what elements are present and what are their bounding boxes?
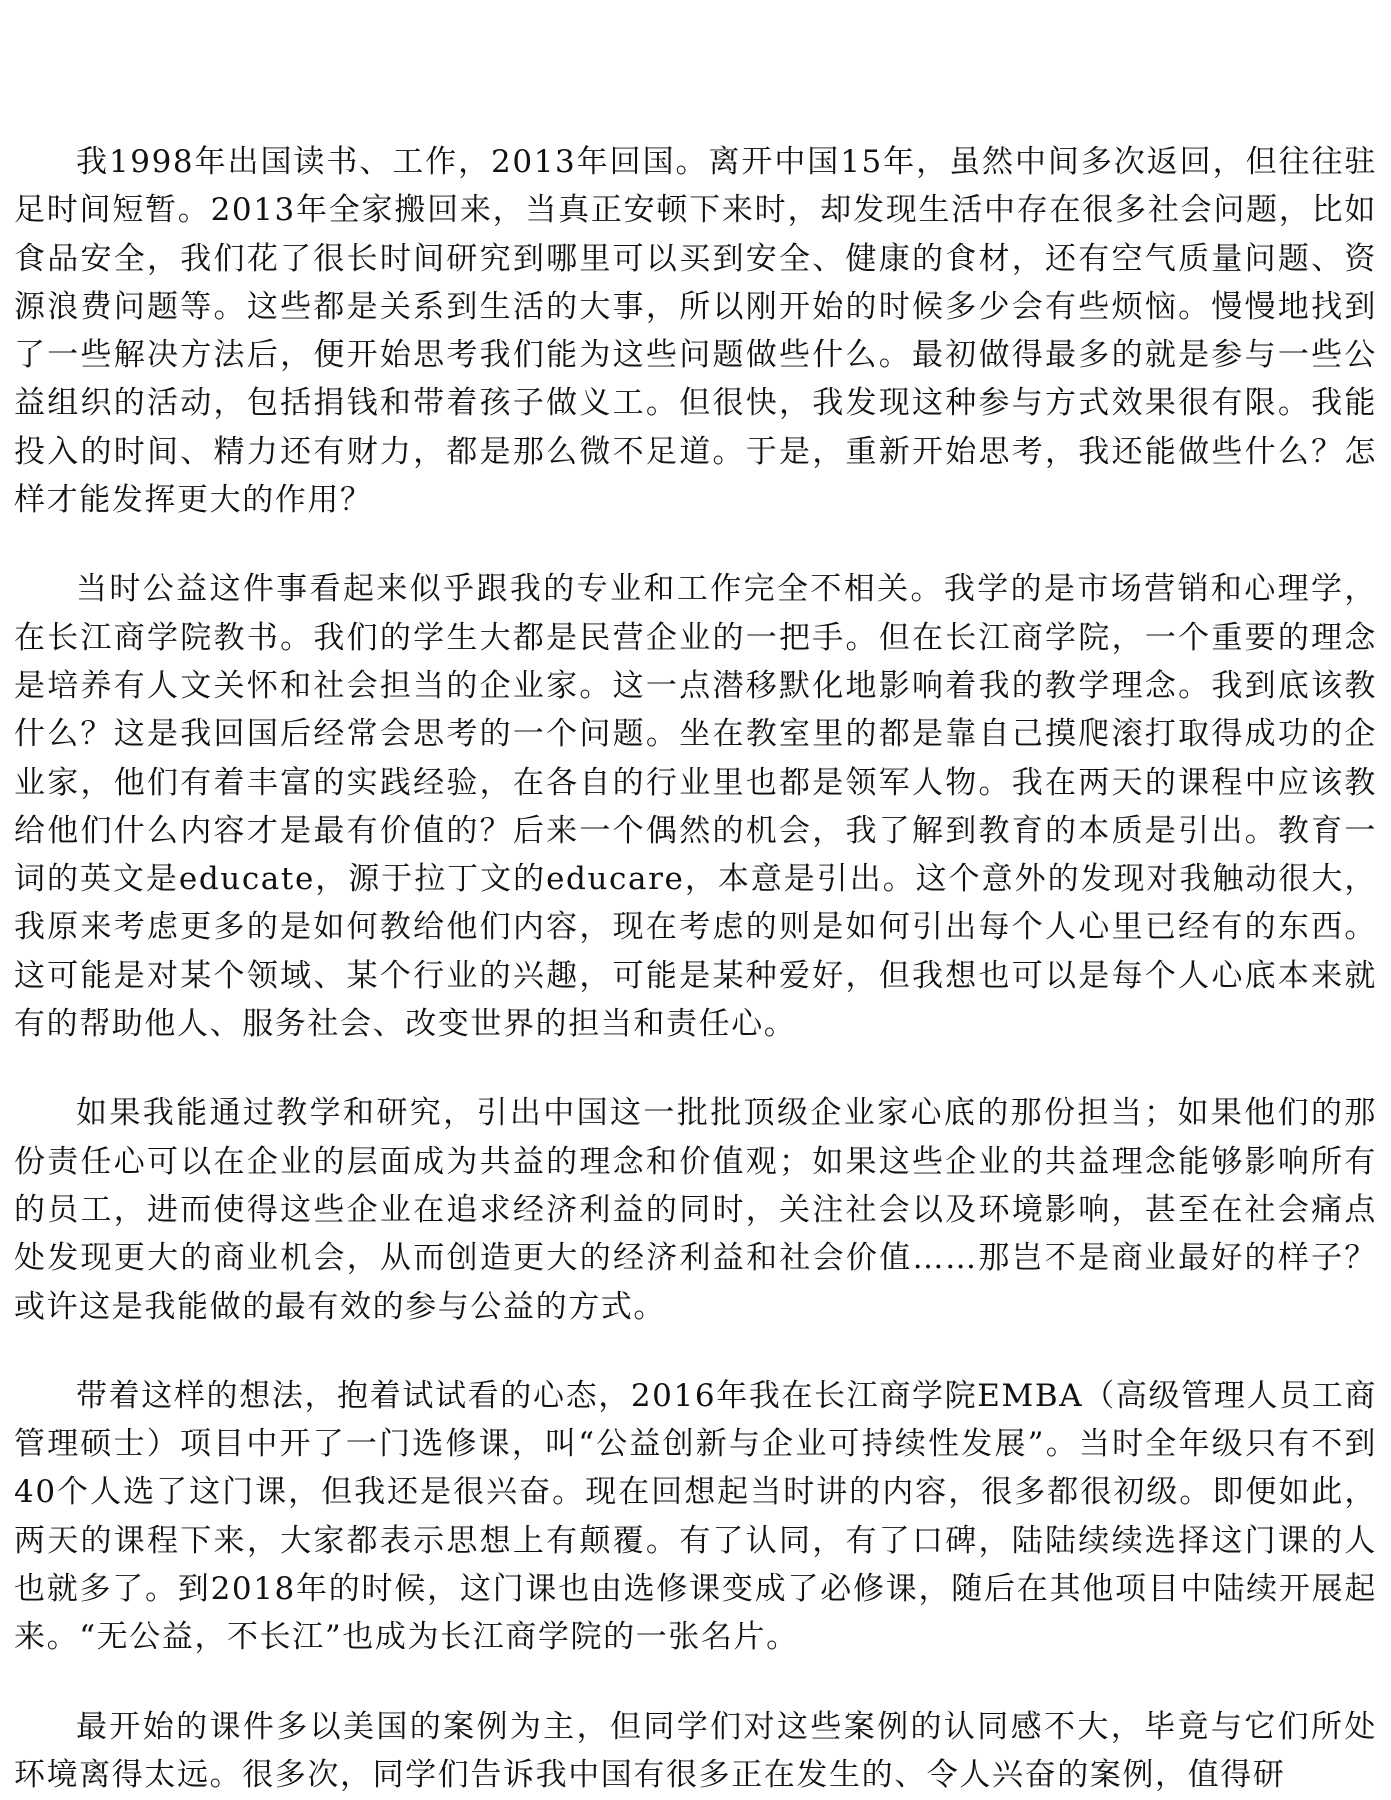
paragraph-3: 如果我能通过教学和研究，引出中国这一批批顶级企业家心底的那份担当；如果他们的那份责任心可以在企业的层面成为共益的理念和价值观；如果这些企业的共益理念能够影响所有的员工，进而使得这些企业在追求经济利益的同时，关注社会以及环境影响，甚至在社会痛点处发现更大的商业机会，从而创造更大的经济利益和社会价值……那岂不是商业最好的样子？或许这是我能做的最有效的参与公益的方式。 xyxy=(14,1095,1377,1325)
paragraph-5: 最开始的课件多以美国的案例为主，但同学们对这些案例的认同感不大，毕竟与它们所处环境离得太远。很多次，同学们告诉我中国有很多正在发生的、令人兴奋的案例，值得研 xyxy=(14,1708,1377,1793)
paragraph-1: 我1998年出国读书、工作，2013年回国。离开中国15年，虽然中间多次返回，但往往驻足时间短暂。2013年全家搬回来，当真正安顿下来时，却发现生活中存在很多社会问题，比如食品安全，我们花了很长时间研究到哪里可以买到安全、健康的食材，还有空气质量问题、资源浪费问题等。这些都是关系到生活的大事，所以刚开始的时候多少会有些烦恼。慢慢地找到了一些解决方法后，便开始思考我们能为这些问题做些什么。最初做得最多的就是参与一些公益组织的活动，包括捐钱和带着孩子做义工。但很快，我发现这种参与方式效果很有限。我能投入的时间、精力还有财力，都是那么微不足道。于是，重新开始思考，我还能做些什么？怎样才能发挥更大的作用？ xyxy=(14,144,1377,519)
paragraph-2: 当时公益这件事看起来似乎跟我的专业和工作完全不相关。我学的是市场营销和心理学，在长江商学院教书。我们的学生大都是民营企业的一把手。但在长江商学院，一个重要的理念是培养有人文关怀和社会担当的企业家。这一点潜移默化地影响着我的教学理念。我到底该教什么？这是我回国后经常会思考的一个问题。坐在教室里的都是靠自己摸爬滚打取得成功的企业家，他们有着丰富的实践经验，在各自的行业里也都是领军人物。我在两天的课程中应该教给他们什么内容才是最有价值的？后来一个偶然的机会，我了解到教育的本质是引出。教育一词的英文是educate，源于拉丁文的educare，本意是引出。这个意外的发现对我触动很大，我原来考虑更多的是如何教给他们内容，现在考虑的则是如何引出每个人心里已经有的东西。这可能是对某个领域、某个行业的兴趣，可能是某种爱好，但我想也可以是每个人心底本来就有的帮助他人、服务社会、改变世界的担当和责任心。 xyxy=(14,571,1377,1043)
paragraph-4: 带着这样的想法，抱着试试看的心态，2016年我在长江商学院EMBA（高级管理人员工商管理硕士）项目中开了一门选修课，叫“公益创新与企业可持续性发展”。当时全年级只有不到40个人选了这门课，但我还是很兴奋。现在回想起当时讲的内容，很多都很初级。即便如此，两天的课程下来，大家都表示思想上有颠覆。有了认同，有了口碑，陆陆续续选择这门课的人也就多了。到2018年的时候，这门课也由选修课变成了必修课，随后在其他项目中陆续开展起来。“无公益，不长江”也成为长江商学院的一张名片。 xyxy=(14,1377,1377,1656)
